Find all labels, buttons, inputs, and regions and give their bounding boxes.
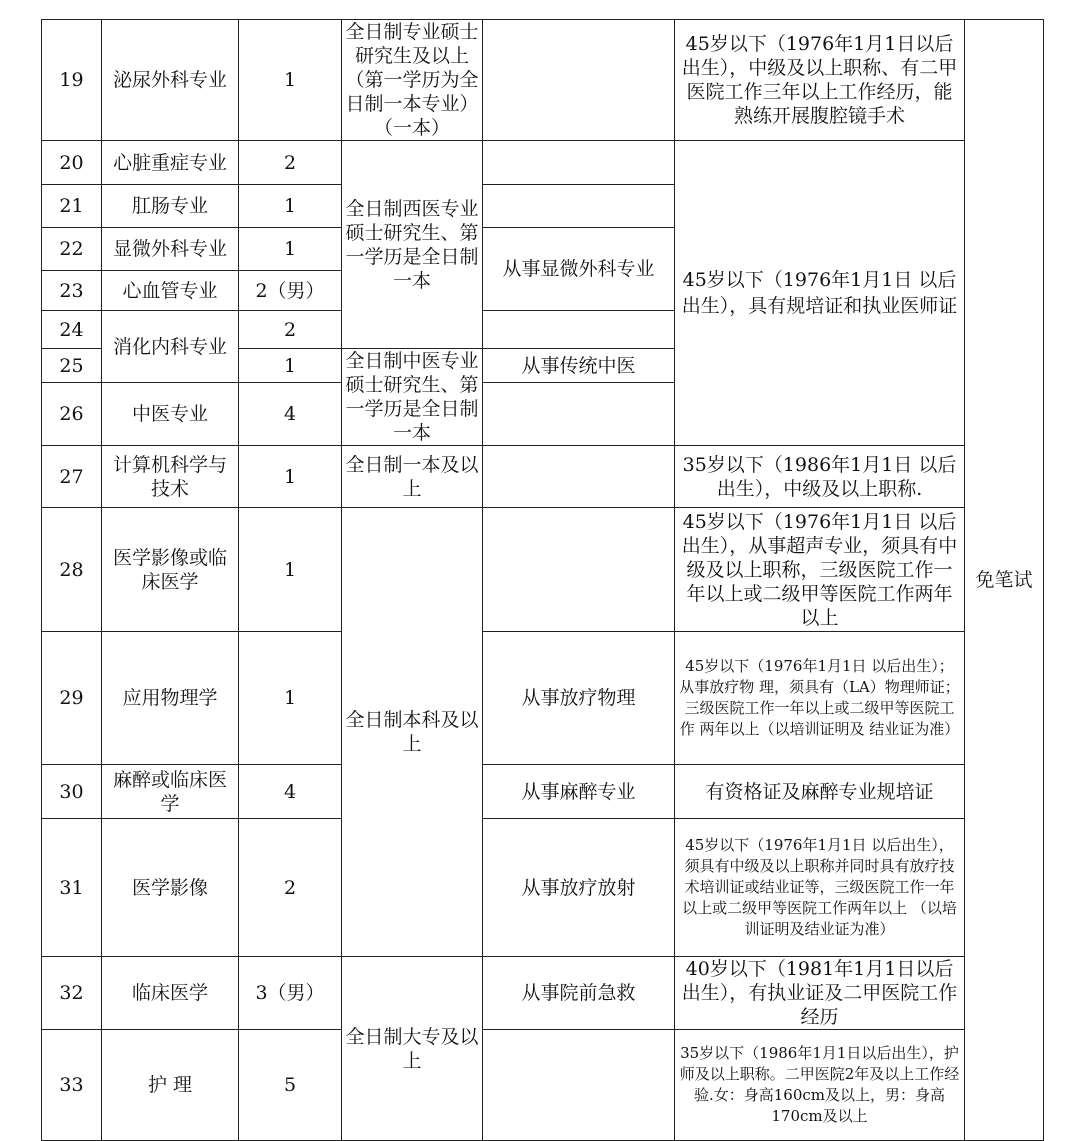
education-cell: 全日制专业硕士研究生及以上（第一学历为全日制一本专业）（一本） bbox=[342, 20, 483, 141]
duty-cell: 从事麻醉专业 bbox=[483, 765, 675, 819]
education-cell: 全日制一本及以上 bbox=[342, 446, 483, 508]
major-cell: 医学影像 bbox=[102, 819, 239, 957]
row-number: 33 bbox=[42, 1030, 102, 1141]
table-row bbox=[42, 632, 1044, 765]
major-cell: 心血管专业 bbox=[102, 271, 239, 311]
row-number: 28 bbox=[42, 508, 102, 632]
duty-cell bbox=[483, 1030, 675, 1141]
table-row bbox=[42, 141, 1044, 185]
duty-cell bbox=[483, 20, 675, 141]
requirement-cell: 45岁以下（1976年1月1日 以后出生），具有规培证和执业医师证 bbox=[675, 141, 965, 446]
count-cell: 1 bbox=[239, 228, 342, 271]
major-cell: 计算机科学与技术 bbox=[102, 446, 239, 508]
major-cell: 麻醉或临床医学 bbox=[102, 765, 239, 819]
recruitment-table bbox=[41, 19, 1044, 1141]
count-cell: 1 bbox=[239, 185, 342, 228]
count-cell: 1 bbox=[239, 349, 342, 383]
major-cell: 护 理 bbox=[102, 1030, 239, 1141]
table-row bbox=[42, 765, 1044, 819]
major-cell: 应用物理学 bbox=[102, 632, 239, 765]
requirement-cell: 有资格证及麻醉专业规培证 bbox=[675, 765, 965, 819]
table-row bbox=[42, 819, 1044, 957]
requirement-cell: 45岁以下（1976年1月1日 以后出生），从事超声专业，须具有中级及以上职称，三级医院工作一年以上或二级甲等医院工作两年以上 bbox=[675, 508, 965, 632]
count-cell: 4 bbox=[239, 383, 342, 446]
row-number: 30 bbox=[42, 765, 102, 819]
count-cell: 2 bbox=[239, 311, 342, 349]
major-cell: 消化内科专业 bbox=[102, 311, 239, 383]
row-number: 31 bbox=[42, 819, 102, 957]
education-cell: 全日制西医专业硕士研究生、第一学历是全日制一本 bbox=[342, 141, 483, 349]
major-cell: 肛肠专业 bbox=[102, 185, 239, 228]
row-number: 19 bbox=[42, 20, 102, 141]
requirement-cell: 45岁以下（1976年1月1日 以后出生）；从事放疗物 理，须具有（LA）物理师证；三级医院工作一年以上或二级甲等医院工作 两年以上（以培训证明及 结业证为准） bbox=[675, 632, 965, 765]
requirement-cell: 35岁以下（1986年1月1日以后出生），护师及以上职称。二甲医院2年及以上工作经验.女：身高160cm及以上，男：身高170cm及以上 bbox=[675, 1030, 965, 1141]
count-cell: 3（男） bbox=[239, 957, 342, 1030]
row-number: 22 bbox=[42, 228, 102, 271]
count-cell: 2（男） bbox=[239, 271, 342, 311]
row-number: 32 bbox=[42, 957, 102, 1030]
count-cell: 2 bbox=[239, 141, 342, 185]
table-row bbox=[42, 20, 1044, 141]
duty-cell bbox=[483, 141, 675, 185]
major-cell: 中医专业 bbox=[102, 383, 239, 446]
duty-cell bbox=[483, 311, 675, 349]
major-cell: 显微外科专业 bbox=[102, 228, 239, 271]
duty-cell: 从事放疗放射 bbox=[483, 819, 675, 957]
duty-cell bbox=[483, 383, 675, 446]
table-row bbox=[42, 446, 1044, 508]
duty-cell: 从事传统中医 bbox=[483, 349, 675, 383]
count-cell: 2 bbox=[239, 819, 342, 957]
education-cell: 全日制中医专业硕士研究生、第一学历是全日制一本 bbox=[342, 349, 483, 446]
major-cell: 心脏重症专业 bbox=[102, 141, 239, 185]
count-cell: 1 bbox=[239, 20, 342, 141]
count-cell: 1 bbox=[239, 632, 342, 765]
row-number: 24 bbox=[42, 311, 102, 349]
table-row bbox=[42, 508, 1044, 632]
table-row bbox=[42, 1030, 1044, 1141]
row-number: 25 bbox=[42, 349, 102, 383]
row-number: 23 bbox=[42, 271, 102, 311]
exam-note-cell: 免笔试 bbox=[965, 20, 1044, 1141]
duty-cell bbox=[483, 185, 675, 228]
requirement-cell: 45岁以下（1976年1月1日 以后出生），须具有中级及以上职称并同时具有放疗技术培训证或结业证等，三级医院工作一年以上或二级甲等医院工作两年以上 （以培训证明及结业证为准） bbox=[675, 819, 965, 957]
duty-cell: 从事显微外科专业 bbox=[483, 228, 675, 311]
major-cell: 泌尿外科专业 bbox=[102, 20, 239, 141]
duty-cell: 从事院前急救 bbox=[483, 957, 675, 1030]
count-cell: 1 bbox=[239, 446, 342, 508]
row-number: 26 bbox=[42, 383, 102, 446]
count-cell: 1 bbox=[239, 508, 342, 632]
count-cell: 4 bbox=[239, 765, 342, 819]
requirement-cell: 45岁以下（1976年1月1日以后出生），中级及以上职称、有二甲医院工作三年以上工作经历，能熟练开展腹腔镜手术 bbox=[675, 20, 965, 141]
row-number: 27 bbox=[42, 446, 102, 508]
major-cell: 医学影像或临床医学 bbox=[102, 508, 239, 632]
duty-cell bbox=[483, 508, 675, 632]
requirement-cell: 40岁以下（1981年1月1日以后出生），有执业证及二甲医院工作经历 bbox=[675, 957, 965, 1030]
table-row bbox=[42, 957, 1044, 1030]
requirement-cell: 35岁以下（1986年1月1日 以后出生），中级及以上职称. bbox=[675, 446, 965, 508]
education-cell: 全日制本科及以上 bbox=[342, 508, 483, 957]
count-cell: 5 bbox=[239, 1030, 342, 1141]
row-number: 21 bbox=[42, 185, 102, 228]
duty-cell bbox=[483, 446, 675, 508]
education-cell: 全日制大专及以上 bbox=[342, 957, 483, 1141]
duty-cell: 从事放疗物理 bbox=[483, 632, 675, 765]
major-cell: 临床医学 bbox=[102, 957, 239, 1030]
row-number: 20 bbox=[42, 141, 102, 185]
row-number: 29 bbox=[42, 632, 102, 765]
